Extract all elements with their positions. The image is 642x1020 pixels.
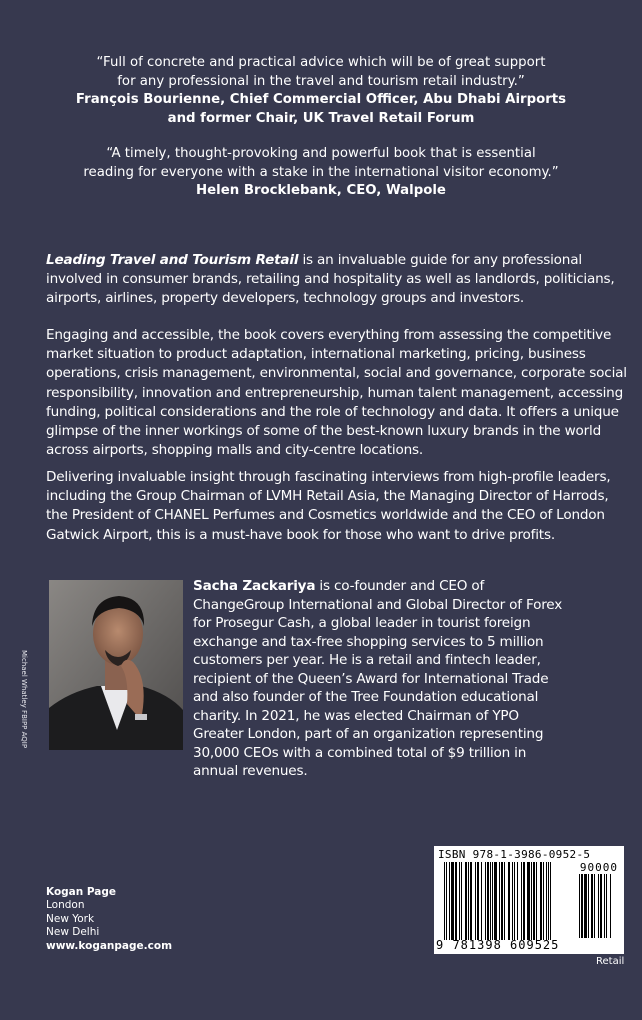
barcode-bar <box>449 862 450 940</box>
publisher-city-london: London <box>46 899 85 912</box>
barcode-bar <box>594 874 595 938</box>
ean-digits: 9 781398 609525 <box>436 938 560 952</box>
author-name: Sacha Zackariya <box>193 578 316 594</box>
description-paragraph-3: Delivering invaluable insight through fascinating interviews from high-profile leaders, including the Group Chairman of LVMH Retail Asia, the Managing Director of Harrods, the President of CHANEL Perfumes and Cosmetics worldwide and the CEO of London Gatwick Airport, this is a must-have book for those who want to drive profits. <box>46 469 611 543</box>
category-label: Retail <box>596 956 625 967</box>
barcode-bar <box>581 874 583 938</box>
barcode-bar <box>468 862 469 940</box>
barcode-bar <box>446 862 447 940</box>
quote-2-line-1: “A timely, thought-provoking and powerful book that is essential <box>106 146 536 161</box>
author-bio-text: is co-founder and CEO of ChangeGroup International and Global Director of Forex for Prosegur Cash, a global leader in tourist foreign exchange and tax-free shopping services to 5 million customers per year. He is a retail and fintech leader, recipient of the Queen’s Award for International Trade and also founder of the Tree Foundation educational charity. In 2021, he was elected Chairman of YPO Greater London, part of an organization representing 30,000 CEOs with a combined total of $9 trillion in annual revenues. <box>193 578 563 779</box>
barcode-bar <box>598 874 599 938</box>
author-photo <box>49 580 183 750</box>
barcode-bar <box>514 862 515 940</box>
barcode-bar <box>606 874 607 938</box>
barcode-bar <box>584 874 587 938</box>
barcode-bar <box>546 862 547 940</box>
publisher-block <box>46 886 172 953</box>
barcode-bar <box>481 862 482 940</box>
barcode-bar <box>461 862 462 940</box>
barcode-bar <box>477 862 479 940</box>
endorsement-quote-2 <box>40 145 602 201</box>
barcode-bar <box>465 862 467 940</box>
barcode-bar <box>499 862 500 940</box>
isbn-barcode <box>434 846 624 954</box>
barcode-bar <box>501 862 503 940</box>
barcode-bar <box>512 862 513 940</box>
photo-credit: Michael Whatley FBIPP AQIP <box>20 650 28 749</box>
description-paragraph-2: Engaging and accessible, the book covers everything from assessing the competitive market situation to product adaptation, international marketing, pricing, business operations, crisis management, environmental, social and governance, corporate social responsibility, innovation and entrepreneurship, human talent management, accessing funding, political considerations and the role of technology and data. It offers a unique glimpse of the inner workings of some of the best-known luxury brands in the world across airports, shopping malls and city-centre locations. <box>46 327 627 459</box>
barcode-bar <box>444 862 445 940</box>
barcode-bar <box>591 874 593 938</box>
publisher-city-new-york: New York <box>46 912 95 925</box>
endorsement-quote-1 <box>40 54 602 128</box>
book-title: Leading Travel and Tourism Retail <box>46 252 299 268</box>
publisher-city-new-delhi: New Delhi <box>46 926 100 939</box>
publisher-url: www.koganpage.com <box>46 939 173 952</box>
barcode-bar <box>521 862 522 940</box>
barcode-bar <box>543 862 544 940</box>
barcode-bar <box>579 874 580 938</box>
author-bio <box>193 577 573 781</box>
barcode-bar <box>523 862 525 940</box>
barcode-bar <box>533 862 535 940</box>
quote-1-attribution-line-1: François Bourienne, Chief Commercial Officer, Abu Dhabi Airports <box>75 92 567 107</box>
barcode-bar <box>604 874 605 938</box>
barcode-bar <box>470 862 472 940</box>
barcode-addon-bars <box>579 874 619 938</box>
description-paragraph-1 <box>46 251 630 309</box>
barcode-bar <box>517 862 518 940</box>
isbn-label: ISBN 978-1-3986-0952-5 <box>438 848 591 861</box>
quote-1-line-1: “Full of concrete and practical advice which will be of great support <box>96 55 546 70</box>
barcode-bar <box>540 862 542 940</box>
quote-1-line-2: for any professional in the travel and tourism retail industry.” <box>117 73 525 89</box>
barcode-bar <box>610 874 611 938</box>
barcode-bar <box>455 862 457 940</box>
barcode-bar <box>504 862 505 940</box>
barcode-bar <box>494 862 497 940</box>
barcode-bar <box>487 862 489 940</box>
quote-1-attribution-line-2: and former Chair, UK Travel Retail Forum <box>167 110 475 126</box>
barcode-bar <box>508 862 510 940</box>
description-paragraph-1-text: is an invaluable guide for any professional involved in consumer brands, retailing and hospitality as well as landlords, politicians, airports, airlines, property developers, technology groups and investors. <box>46 252 615 307</box>
barcode-bar <box>527 862 530 940</box>
barcode-bar <box>600 874 602 938</box>
barcode-bar <box>548 862 549 940</box>
barcode-bar <box>588 874 589 938</box>
barcode-bar <box>451 862 454 940</box>
quote-2-line-2: reading for everyone with a stake in the international visitor economy.” <box>83 164 559 180</box>
barcode-bar <box>531 862 532 940</box>
quote-2-attribution: Helen Brocklebank, CEO, Walpole <box>196 183 446 198</box>
barcode-bar <box>490 862 491 940</box>
barcode-bar <box>550 862 551 940</box>
barcode-bar <box>485 862 486 940</box>
barcode-bar <box>459 862 460 940</box>
barcode-bar <box>536 862 537 940</box>
barcode-bar <box>475 862 476 940</box>
barcode-bars <box>444 862 574 940</box>
price-code: 90000 <box>579 861 618 874</box>
barcode-bar <box>492 862 493 940</box>
publisher-name: Kogan Page <box>46 886 117 898</box>
